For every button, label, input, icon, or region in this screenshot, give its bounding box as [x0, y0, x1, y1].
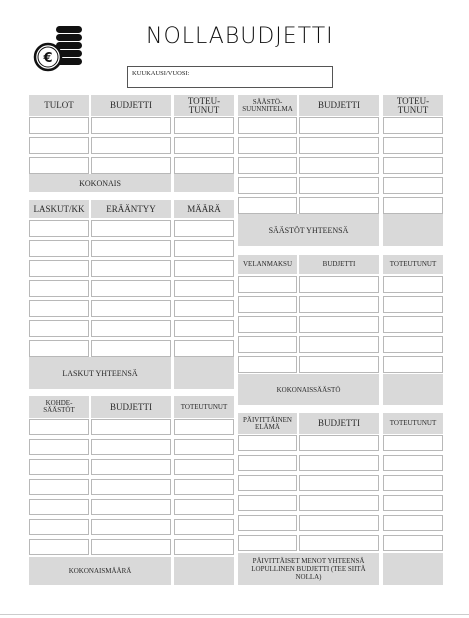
targets-cell[interactable] — [174, 539, 234, 555]
daily-cell[interactable] — [299, 435, 379, 451]
daily-cell[interactable] — [383, 435, 443, 451]
bills-cell[interactable] — [91, 260, 171, 277]
income-header-col1 — [29, 95, 89, 116]
targets-header-col2 — [91, 396, 171, 418]
savings-cell[interactable] — [238, 157, 297, 174]
bills-cell[interactable] — [174, 280, 234, 297]
targets-cell[interactable] — [174, 459, 234, 475]
income-cell[interactable] — [174, 117, 234, 134]
savings-header-col1-text: SÄÄSTÖ- SUUNNITELMA — [242, 97, 293, 113]
daily-header-col2 — [299, 413, 379, 434]
bills-header-col1-text: LASKUT/KK — [33, 203, 85, 214]
debt-header-col3-text: TOTEUTUNUT — [389, 260, 437, 268]
debt-cell[interactable] — [383, 276, 443, 293]
savings-total-value[interactable] — [383, 214, 443, 246]
targets-header-col2-text: BUDJETTI — [110, 401, 152, 412]
debt-cell[interactable] — [383, 296, 443, 313]
daily-total-line: PÄIVITTÄISET MENOT YHTEENSÄ — [252, 556, 365, 565]
bills-cell[interactable] — [174, 300, 234, 317]
income-header-col2-text: BUDJETTI — [110, 100, 152, 110]
footer-divider — [0, 614, 469, 615]
bills-cell[interactable] — [91, 340, 171, 357]
bills-cell[interactable] — [29, 240, 89, 257]
bills-total-label — [29, 357, 171, 389]
debt-cell[interactable] — [299, 276, 379, 293]
debt-header-col1 — [238, 255, 297, 274]
debt-total-value[interactable] — [383, 374, 443, 405]
income-header-col1-text: TULOT — [44, 100, 74, 110]
savings-header-col2-text: BUDJETTI — [318, 100, 360, 110]
daily-header-col1-text: PÄIVITTÄINEN ELÄMÄ — [243, 415, 292, 431]
income-cell[interactable] — [174, 137, 234, 154]
daily-cell[interactable] — [299, 515, 379, 531]
debt-cell[interactable] — [299, 356, 379, 373]
savings-cell[interactable] — [383, 197, 443, 214]
targets-cell[interactable] — [174, 499, 234, 515]
targets-cell[interactable] — [29, 439, 89, 455]
debt-cell[interactable] — [238, 336, 297, 353]
savings-cell[interactable] — [238, 117, 297, 134]
debt-total-label-text: KOKONAISSÄÄSTÖ — [276, 385, 341, 394]
daily-cell[interactable] — [238, 435, 297, 451]
debt-cell[interactable] — [238, 316, 297, 333]
debt-cell[interactable] — [383, 316, 443, 333]
bills-total-value[interactable] — [174, 357, 234, 389]
targets-cell[interactable] — [91, 499, 171, 515]
bills-cell[interactable] — [29, 320, 89, 337]
daily-header-col2-text: BUDJETTI — [318, 418, 360, 428]
income-cell[interactable] — [91, 137, 171, 154]
daily-total-label — [238, 553, 379, 585]
debt-cell[interactable] — [383, 356, 443, 373]
targets-cell[interactable] — [29, 499, 89, 515]
savings-header-col3-text: TOTEU- TUNUT — [396, 95, 430, 115]
savings-cell[interactable] — [238, 177, 297, 194]
debt-cell[interactable] — [299, 336, 379, 353]
savings-cell[interactable] — [383, 117, 443, 134]
income-total-label-text: KOKONAIS — [79, 178, 121, 188]
daily-total-line: LOPULLINEN BUDJETTI (TEE SIITÄ NOLLA) — [251, 564, 366, 582]
daily-cell[interactable] — [238, 515, 297, 531]
daily-cell[interactable] — [383, 475, 443, 491]
bills-header-col2 — [91, 200, 171, 218]
targets-cell[interactable] — [174, 439, 234, 455]
bills-cell[interactable] — [91, 220, 171, 237]
savings-cell[interactable] — [299, 117, 379, 134]
income-cell[interactable] — [174, 157, 234, 174]
targets-total-value[interactable] — [174, 557, 234, 585]
debt-header-col3 — [383, 255, 443, 274]
daily-cell[interactable] — [383, 495, 443, 511]
daily-cell[interactable] — [238, 475, 297, 491]
targets-cell[interactable] — [29, 519, 89, 535]
bills-cell[interactable] — [91, 300, 171, 317]
savings-cell[interactable] — [299, 157, 379, 174]
savings-cell[interactable] — [383, 137, 443, 154]
daily-cell[interactable] — [238, 495, 297, 511]
targets-cell[interactable] — [29, 459, 89, 475]
daily-cell[interactable] — [238, 535, 297, 551]
bills-cell[interactable] — [29, 220, 89, 237]
daily-total-value[interactable] — [383, 553, 443, 585]
bills-cell[interactable] — [174, 220, 234, 237]
daily-cell[interactable] — [299, 455, 379, 471]
savings-header-col1 — [238, 95, 297, 116]
targets-cell[interactable] — [91, 439, 171, 455]
targets-cell[interactable] — [91, 459, 171, 475]
targets-cell[interactable] — [29, 419, 89, 435]
bills-cell[interactable] — [29, 300, 89, 317]
targets-cell[interactable] — [91, 419, 171, 435]
targets-cell[interactable] — [174, 479, 234, 495]
debt-cell[interactable] — [238, 296, 297, 313]
savings-cell[interactable] — [238, 137, 297, 154]
income-cell[interactable] — [29, 117, 89, 134]
income-header-col3 — [174, 95, 234, 116]
targets-cell[interactable] — [91, 519, 171, 535]
savings-cell[interactable] — [299, 137, 379, 154]
debt-cell[interactable] — [238, 356, 297, 373]
income-cell[interactable] — [29, 157, 89, 174]
savings-cell[interactable] — [383, 157, 443, 174]
targets-header-col1 — [29, 396, 89, 418]
bills-header-col3 — [174, 200, 234, 218]
daily-header-col3-text: TOTEUTUNUT — [389, 419, 437, 427]
page-title: NOLLABUDJETTI — [146, 24, 334, 49]
savings-total-label-text: SÄÄSTÖT YHTEENSÄ — [268, 225, 349, 235]
income-header-col3-text: TOTEU- TUNUT — [187, 95, 221, 115]
daily-header-col1 — [238, 413, 297, 434]
debt-cell[interactable] — [383, 336, 443, 353]
bills-cell[interactable] — [91, 320, 171, 337]
income-total-label — [29, 174, 171, 192]
savings-cell[interactable] — [299, 177, 379, 194]
income-cell[interactable] — [91, 157, 171, 174]
daily-header-col3 — [383, 413, 443, 434]
bills-cell[interactable] — [29, 340, 89, 357]
savings-cell[interactable] — [238, 197, 297, 214]
bills-header-col2-text: ERÄÄNTYY — [106, 203, 156, 214]
targets-header-col1-text: KOHDE- SÄÄSTÖT — [43, 399, 75, 414]
savings-total-label — [238, 214, 379, 246]
targets-header-col3 — [174, 396, 234, 418]
income-cell[interactable] — [91, 117, 171, 134]
targets-cell[interactable] — [29, 479, 89, 495]
euro-coins-icon — [32, 22, 86, 72]
income-cell[interactable] — [29, 137, 89, 154]
bills-cell[interactable] — [29, 260, 89, 277]
savings-header-col3 — [383, 95, 443, 116]
savings-cell[interactable] — [383, 177, 443, 194]
bills-cell[interactable] — [174, 320, 234, 337]
daily-cell[interactable] — [299, 495, 379, 511]
debt-cell[interactable] — [299, 296, 379, 313]
savings-header-col2 — [299, 95, 379, 116]
bills-cell[interactable] — [174, 240, 234, 257]
targets-cell[interactable] — [91, 539, 171, 555]
daily-cell[interactable] — [383, 455, 443, 471]
debt-total-label — [238, 374, 379, 405]
targets-total-label-text: KOKONAISMÄÄRÄ — [68, 567, 132, 575]
targets-cell[interactable] — [174, 419, 234, 435]
debt-header-col1-text: VELANMAKSU — [243, 260, 292, 268]
targets-header-col3-text: TOTEUTUNUT — [180, 402, 228, 411]
bills-header-col3-text: MÄÄRÄ — [187, 203, 221, 214]
income-total-value[interactable] — [174, 174, 234, 192]
bills-cell[interactable] — [29, 280, 89, 297]
daily-cell[interactable] — [299, 475, 379, 491]
debt-header-col2-text: BUDJETTI — [322, 260, 356, 268]
income-header-col2 — [91, 95, 171, 116]
debt-header-col2 — [299, 255, 379, 274]
targets-cell[interactable] — [91, 479, 171, 495]
daily-cell[interactable] — [383, 535, 443, 551]
bills-cell[interactable] — [174, 340, 234, 357]
bills-total-label-text: LASKUT YHTEENSÄ — [62, 368, 138, 378]
targets-cell[interactable] — [174, 519, 234, 535]
daily-cell[interactable] — [383, 515, 443, 531]
bills-header-col1 — [29, 200, 89, 218]
debt-cell[interactable] — [238, 276, 297, 293]
debt-cell[interactable] — [299, 316, 379, 333]
targets-cell[interactable] — [29, 539, 89, 555]
savings-cell[interactable] — [299, 197, 379, 214]
svg-text:€: € — [43, 51, 53, 66]
bills-cell[interactable] — [91, 240, 171, 257]
targets-total-label — [29, 557, 171, 585]
daily-cell[interactable] — [238, 455, 297, 471]
daily-cell[interactable] — [299, 535, 379, 551]
bills-cell[interactable] — [91, 280, 171, 297]
bills-cell[interactable] — [174, 260, 234, 277]
month-label: KUUKAUSI/VUOSI: — [132, 70, 190, 77]
month-field[interactable] — [127, 66, 333, 88]
